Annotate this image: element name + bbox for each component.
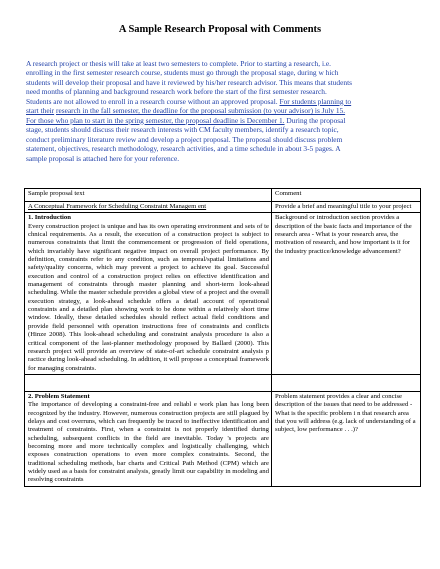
intro-line: conduct preliminary literature review and develop a project proposal. The proposal should discuss problem: [26, 134, 343, 144]
table-header-row: [25, 189, 421, 202]
table-row-spacer: [25, 374, 421, 391]
table-row: [25, 391, 421, 486]
proposal-title-cell: [25, 202, 272, 213]
section-heading: 1. Introduction: [28, 214, 71, 222]
proposal-table: [24, 188, 421, 487]
table-row: [25, 213, 421, 375]
header-sample-text: Sample proposal text: [25, 189, 272, 202]
spacer-cell: [25, 374, 272, 391]
intro-line: need months of planning and background research work before the start of the first semester research.: [26, 87, 327, 97]
section-text: The importance of developing a constraint-free and reliabl e work plan has long been recognized by the industry. However, numerous construction projects are still plagued by delays and cost overruns, which can frequently be traced to ineffective identification and treatment of constraints. First, when a constraint is not properly identified during scheduling, subsequent conflicts in the field are inevitable. Today 's projects are becoming more and more technically complex and logistically challenging, which exposes construction operations to even more complex constraints. Second, the traditional scheduling methods, bar charts and Critical Path Method (CPM) which are widely used as a basis for constraint analysis, greatly limit our capability in modeling and resolving constraints: [28, 401, 269, 484]
intro-underlined-text: research in the fall semester, the deadline for the proposal submission (to your advisor) is July 15.: [55, 106, 346, 116]
intro-line: [26, 116, 418, 125]
comment-cell: Problem statement provides a clear and concise description of the issues that need to be addressed - What is the specific problem i n that research area that you will address (e.g. lack of understanding of a subject, low performance . . .)?: [272, 391, 421, 486]
intro-text: During the proposal: [286, 115, 346, 125]
introduction-cell: [25, 213, 272, 375]
intro-line: students will develop their proposal and have it reviewed by his/her research advisor. This means that students: [26, 77, 352, 87]
intro-paragraph: [26, 59, 418, 163]
spacer-cell: [272, 374, 421, 391]
intro-underlined-text: start their: [26, 106, 55, 116]
section-text: Every construction project is unique and has its own operating environment and sets of te chnical requirements. As a result, the execution of a construction project is subject to numerous constraints that limit the commencement or progression of field operations, which invariably have significant negative impact on overall project performance. By definition, constraints refer to any condition, such as temporal/spatial limitations and safety/quality concerns, which may prevent a project to achieve its goal. Successful execution and control of a construction project relies on effective identification and management of constraints through master planning and short-term look-ahead scheduling. While the master schedule provides a global view of a project and the overall execution strategy, a look-ahead schedule offers a detail account of operational constraints and a detailed plan showing work to be done within a relatively short time window. Ideally, these detailed schedules should reflect actual field conditions and provide field personnel with operation instructions free of constraints and conflicts (Hinze 2008). This look-ahead scheduling and constraint analysis procedure is also a critical component of the last-planner methodology proposed by Ballard (2000). This research project will provide an overview of state-of-art schedule constraint analysis p ractice during look-ahead scheduling. In addition, it will propose a conceptual framework for managing constraints.: [28, 222, 269, 372]
comment-cell: Background or introduction section provides a description of the basic facts and importance of the research area - What is your research area, the motivation of research, and how important is it for the industry practice/knowledge advancement?: [272, 213, 421, 375]
section-heading: 2. Problem Statement: [28, 392, 90, 400]
intro-underlined-text: For students planning to: [279, 96, 352, 106]
table-row: [25, 202, 421, 213]
problem-statement-cell: [25, 391, 272, 486]
intro-underlined-text: For those who plan to start in the spring semester, the proposal deadline is December 1.: [26, 115, 285, 125]
intro-line: stage, students should discuss their research interests with CM faculty members, identify a research topic,: [26, 125, 339, 135]
intro-line: [26, 97, 418, 106]
intro-line: sample proposal is attached here for your reference.: [26, 153, 180, 163]
intro-line: [26, 106, 418, 115]
comment-cell: Provide a brief and meaningful title to your project: [272, 202, 421, 213]
proposal-title: A Conceptual Framework for Scheduling Constraint Managem ent: [28, 203, 207, 210]
intro-text: Students are not allowed to enroll in a research course without an approved proposal.: [26, 96, 278, 106]
intro-line: statement, objectives, research methodology, research activities, and a time schedule in about 3-5 pages. A: [26, 144, 341, 154]
header-comment: Comment: [272, 189, 421, 202]
intro-line: A research project or thesis will take at least two semesters to complete. Prior to starting a research, i.e.: [26, 59, 331, 68]
document-title: A Sample Research Proposal with Comments: [118, 24, 322, 35]
intro-line: enrolling in the first semester research course, students must go through the proposal stage, during w hich: [26, 68, 339, 78]
